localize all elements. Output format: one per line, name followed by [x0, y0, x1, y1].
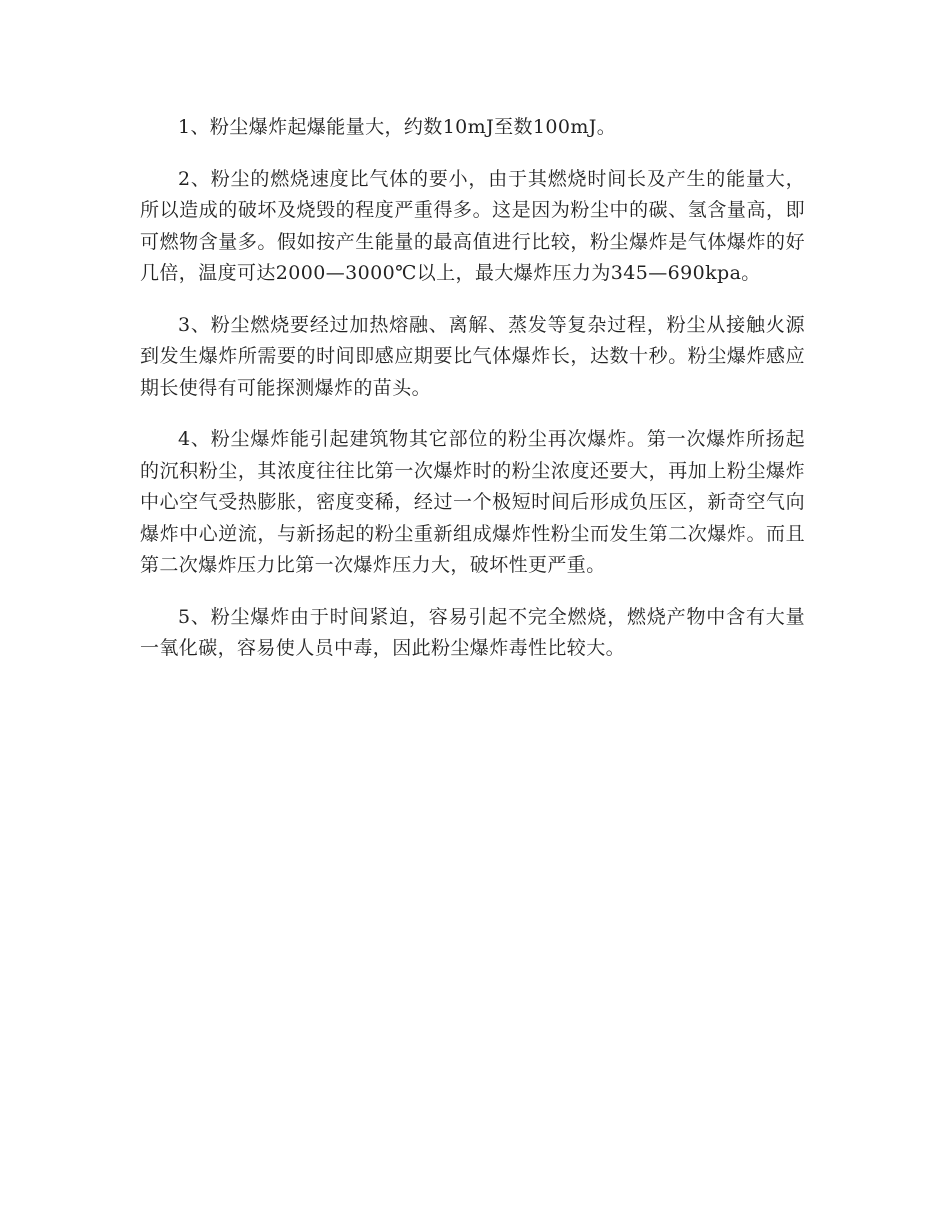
paragraph-3: 3、粉尘燃烧要经过加热熔融、离解、蒸发等复杂过程，粉尘从接触火源到发生爆炸所需要的时间即感应期要比气体爆炸长，达数十秒。粉尘爆炸感应期长使得有可能探测爆炸的苗头。: [140, 313, 805, 399]
paragraph-4: 4、粉尘爆炸能引起建筑物其它部位的粉尘再次爆炸。第一次爆炸所扬起的沉积粉尘，其浓度往往比第一次爆炸时的粉尘浓度还要大，再加上粉尘爆炸中心空气受热膨胀，密度变稀，经过一个极短时间后形成负压区，新奇空气向爆炸中心逆流，与新扬起的粉尘重新组成爆炸性粉尘而发生第二次爆炸。而且第二次爆炸压力比第一次爆炸压力大，破坏性更严重。: [140, 428, 805, 576]
paragraph-2: 2、粉尘的燃烧速度比气体的要小，由于其燃烧时间长及产生的能量大，所以造成的破坏及烧毁的程度严重得多。这是因为粉尘中的碳、氢含量高，即可燃物含量多。假如按产生能量的最高值进行比较，粉尘爆炸是气体爆炸的好几倍，温度可达2000—3000℃以上，最大爆炸压力为345—690kpa。: [140, 167, 805, 284]
paragraph-5: 5、粉尘爆炸由于时间紧迫，容易引起不完全燃烧，燃烧产物中含有大量一氧化碳，容易使人员中毒，因此粉尘爆炸毒性比较大。: [140, 605, 805, 659]
paragraph-1: 1、粉尘爆炸起爆能量大，约数10mJ至数100mJ。: [178, 116, 617, 138]
document-body: [140, 112, 805, 685]
